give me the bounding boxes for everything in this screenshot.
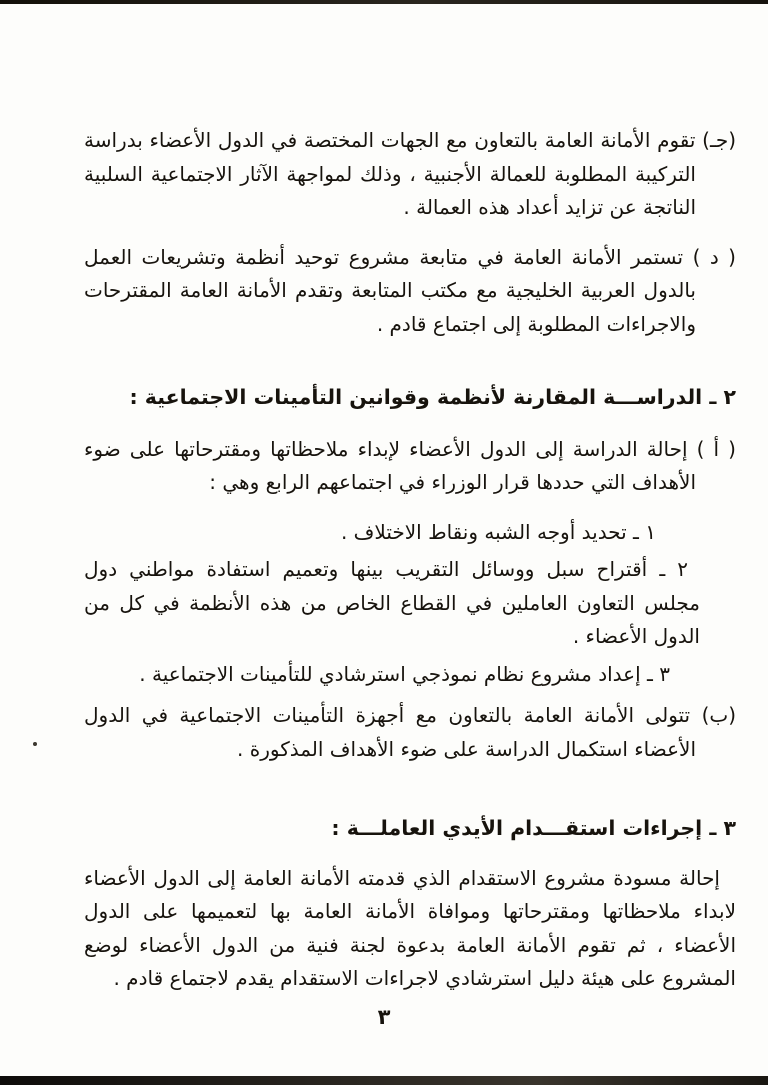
heading-number: ٢ ـ [709,385,736,409]
document-page [84,124,736,996]
subclause-2 [84,553,736,654]
clause-text: تتولى الأمانة العامة بالتعاون مع أجهزة التأمينات الاجتماعية في الدول الأعضاء استكمال الدراسة على ضوء الأهداف المذكورة . [84,703,696,761]
clause-marker: (جـ) [702,128,736,152]
subclause-3 [84,658,736,692]
clause-dal [84,241,736,342]
clause-marker: (ب) [701,703,736,727]
heading-text: إجراءات استقـــدام الأيدي العاملـــة : [331,816,703,840]
clause-marker: ( د ) [692,244,736,269]
clause-jeem [84,124,736,225]
subclause-marker: ٣ ـ [647,661,670,686]
subclause-marker: ١ ـ [633,519,656,544]
page-number: ٣ [377,1005,391,1029]
clause-alef [84,433,736,500]
subclause-text: أقتراح سبل ووسائل التقريب بينها وتعميم استفادة مواطني دول مجلس التعاون العاملين في القطاع الخاص من هذه الأنظمة في كل من الدول الأعضاء . [84,557,700,648]
clause-ba [84,699,736,766]
heading-section-3 [84,812,736,846]
closing-paragraph: إحالة مسودة مشروع الاستقدام الذي قدمته الأمانة العامة إلى الدول الأعضاء لابداء ملاحظاتها ومقترحاتها وموافاة الأمانة العامة بها لتعميمها على الدول الأعضاء ، ثم تقوم الأمانة العامة بدعوة لجنة فنية من الدول الأعضاء لوضع المشروع على هيئة دليل استرشادي لاجراءات الاستقدام يقدم لاجتماع قادم . [84,865,736,990]
subclause-marker: ٢ ـ [659,557,689,581]
clause-text: تقوم الأمانة العامة بالتعاون مع الجهات المختصة في الدول الأعضاء بدراسة التركيبة المطلوبة للعمالة الأجنبية ، وذلك لمواجهة الآثار الاجتماعية السلبية الناتجة عن تزايد أعداد هذه العمالة . [84,128,696,219]
clause-text: تستمر الأمانة العامة في متابعة مشروع توحيد أنظمة وتشريعات العمل بالدول العربية الخليجية مع مكتب المتابعة وتقدم الأمانة العامة المقترحات والاجراءات المطلوبة إلى اجتماع قادم . [84,244,696,336]
scan-edge-top [0,0,768,4]
subclause-1 [84,516,736,550]
heading-section-2 [84,381,736,415]
heading-text: الدراســـة المقارنة لأنظمة وقوانين التأمينات الاجتماعية : [129,385,703,409]
clause-text: إحالة الدراسة إلى الدول الأعضاء لإبداء ملاحظاتها ومقترحاتها على ضوء الأهداف التي حددها قرار الوزراء في اجتماعهم الرابع وهي : [84,436,696,494]
scan-edge-bottom [0,1076,768,1085]
ink-speck [33,742,37,746]
heading-number: ٣ ـ [709,816,736,840]
clause-marker: ( أ ) [696,436,736,461]
subclause-text: إعداد مشروع نظام نموذجي استرشادي للتأمينات الاجتماعية . [139,661,641,686]
subclause-text: تحديد أوجه الشبه ونقاط الاختلاف . [340,519,627,544]
